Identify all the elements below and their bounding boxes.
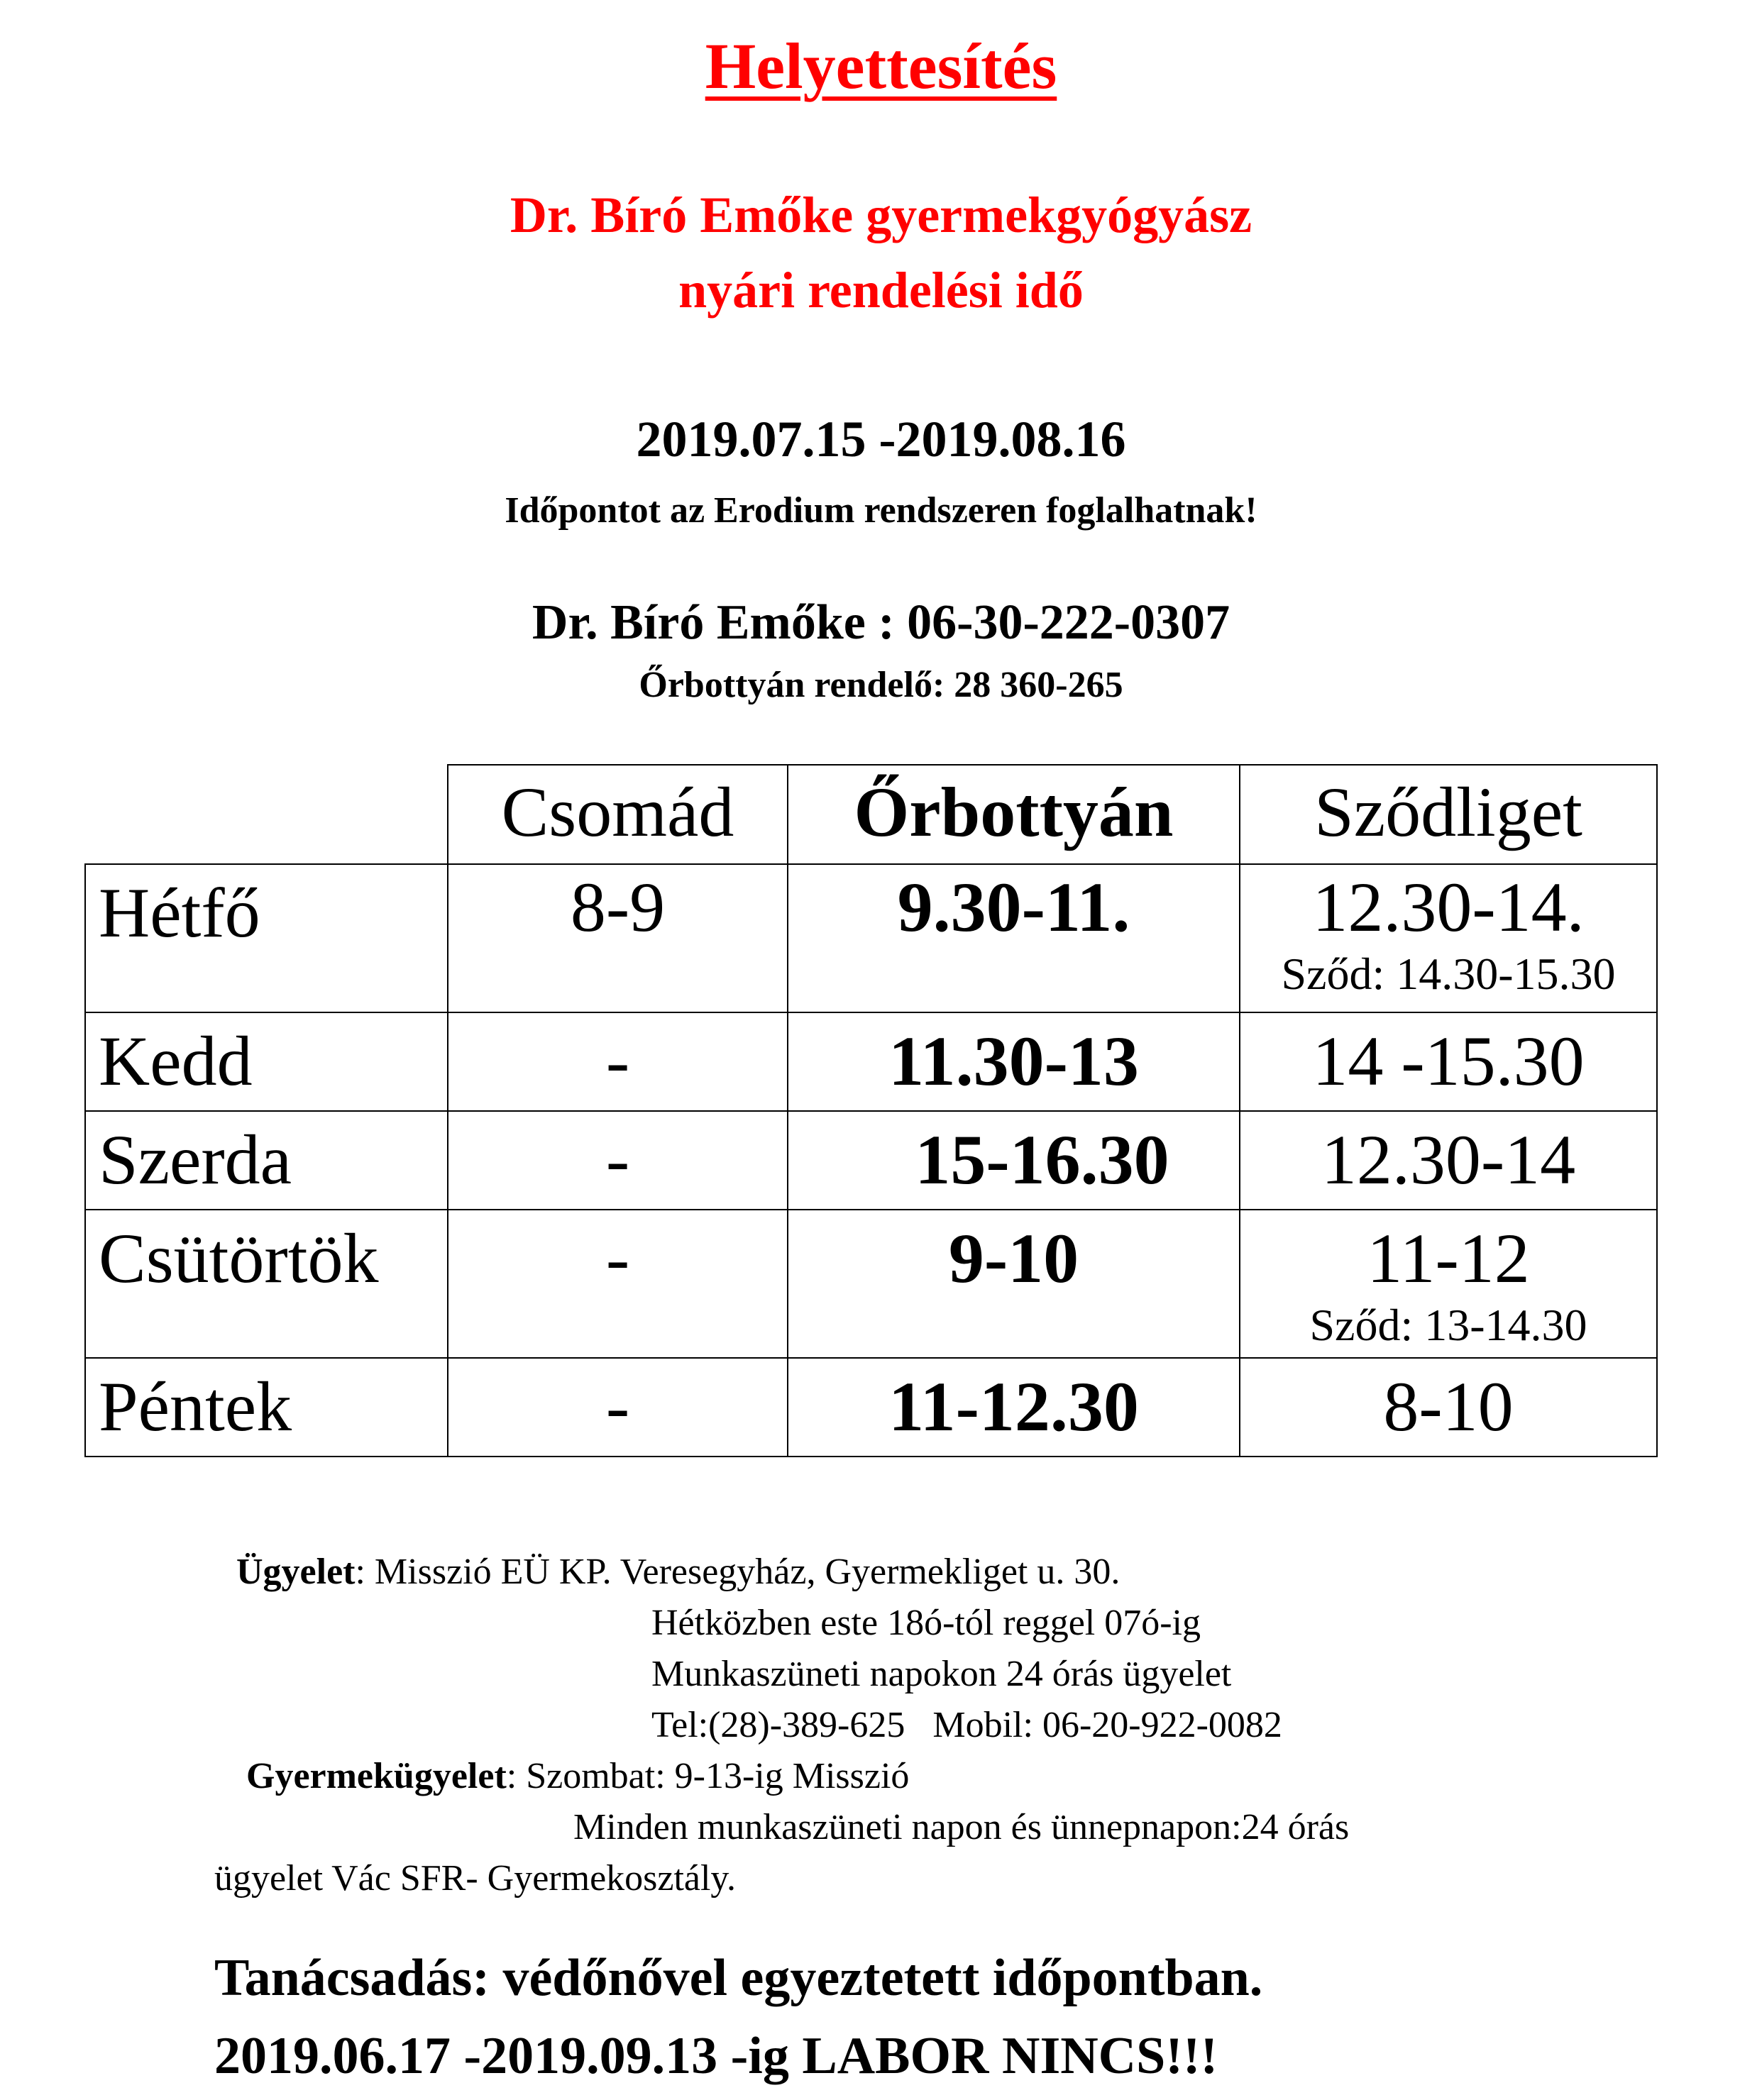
szodliget-cell: 12.30-14	[1240, 1111, 1657, 1210]
day-cell: Kedd	[85, 1012, 448, 1111]
page-title: Helyettesítés	[705, 30, 1057, 102]
csomad-cell: -	[448, 1358, 788, 1457]
child-duty-location: ügyelet Vác SFR- Gyermekosztály.	[214, 1858, 737, 1899]
day-cell: Csütörtök	[85, 1210, 448, 1358]
day-cell: Szerda	[85, 1111, 448, 1210]
csomad-cell: -	[448, 1012, 788, 1111]
csomad-cell: -	[448, 1210, 788, 1358]
table-row	[85, 864, 1657, 1012]
doctor-phone: Dr. Bíró Emőke : 06-30-222-0307	[532, 595, 1230, 650]
column-header-csomad: Csomád	[448, 765, 788, 864]
csomad-cell: -	[448, 1111, 788, 1210]
duty-weekday-hours: Hétközben este 18ó-tól reggel 07ó-ig	[651, 1603, 1201, 1643]
orbottyan-cell: 11.30-13	[788, 1012, 1240, 1111]
orbottyan-cell: 9.30-11.	[788, 864, 1240, 1012]
counseling-note: Tanácsadás: védőnővel egyeztetett időpontban.	[214, 1949, 1263, 2007]
szodliget-cell: 12.30-14. Sződ: 14.30-15.30	[1240, 864, 1657, 1012]
csomad-cell: 8-9	[448, 864, 788, 1012]
lab-closed-note: 2019.06.17 -2019.09.13 -ig LABOR NINCS!!!	[214, 2027, 1218, 2085]
table-row	[85, 1358, 1657, 1457]
child-duty-label: Gyermekügyelet	[246, 1756, 507, 1796]
duty-phones: Tel:(28)-389-625 Mobil: 06-20-922-0082	[651, 1705, 1282, 1745]
duty-label: Ügyelet	[236, 1552, 356, 1592]
orbottyan-cell: 11-12.30	[788, 1358, 1240, 1457]
orbottyan-cell: 9-10	[788, 1210, 1240, 1358]
szod-extra-hours: Sződ: 14.30-15.30	[1281, 949, 1616, 999]
column-header-szodliget: Sződliget	[1240, 765, 1657, 864]
szodliget-cell: 11-12 Sződ: 13-14.30	[1240, 1210, 1657, 1358]
booking-note: Időpontot az Erodium rendszeren foglalhatnak!	[505, 490, 1257, 531]
table-row	[85, 1012, 1657, 1111]
period-dates: 2019.07.15 -2019.08.16	[636, 411, 1126, 468]
subtitle-doctor: Dr. Bíró Emőke gyermekgyógyász	[510, 187, 1252, 243]
szodliget-cell: 14 -15.30	[1240, 1012, 1657, 1111]
duty-address: Ügyelet: Misszió EÜ KP. Veresegyház, Gyermekliget u. 30.	[236, 1552, 1120, 1592]
orbottyan-cell: 15-16.30	[788, 1111, 1240, 1210]
schedule-table	[84, 764, 1658, 1457]
table-row	[85, 1111, 1657, 1210]
child-duty: Gyermekügyelet: Szombat: 9-13-ig Misszió	[246, 1756, 910, 1796]
szodliget-cell: 8-10	[1240, 1358, 1657, 1457]
column-header-orbottyan: Őrbottyán	[788, 765, 1240, 864]
szod-extra-hours: Sződ: 13-14.30	[1309, 1300, 1587, 1350]
duty-holiday-hours: Munkaszüneti napokon 24 órás ügyelet	[651, 1654, 1232, 1694]
table-header-row	[85, 765, 1657, 864]
table-corner	[85, 765, 448, 864]
day-cell: Hétfő	[85, 864, 448, 1012]
child-duty-holidays: Minden munkaszüneti napon és ünnepnapon:24 órás	[573, 1807, 1350, 1847]
table-row	[85, 1210, 1657, 1358]
office-phone: Őrbottyán rendelő: 28 360-265	[639, 665, 1123, 705]
subtitle-summer-hours: nyári rendelési idő	[678, 262, 1084, 319]
day-cell: Péntek	[85, 1358, 448, 1457]
